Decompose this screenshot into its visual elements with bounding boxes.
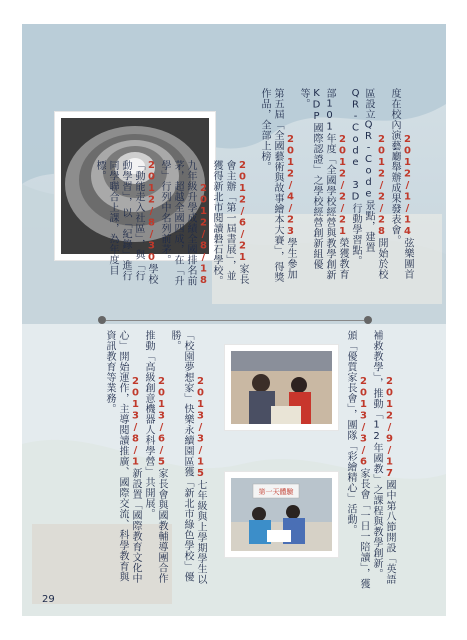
entry-4: 2012/4/23學生參加第五屆「全國藝術與故事繪本大賽」，得獎作品，全部上榜。 <box>259 88 296 283</box>
entry-text: 學校「動能走入社區」，與「行動學習」，以「紀錄」進行同學聯合上課，為年度目標。 <box>94 160 157 285</box>
entry-text: 九年級升學成績全國排名前茅，超越全國四成，在「升學」行列中名列前茅。 <box>159 160 196 286</box>
entry-b4: 2013/6/5家長會與國教輔導團合作推動「高級創意機器人科學營」共開展。 <box>143 330 167 584</box>
entry-5: 2012/6/21家長會主辦「第一屆書展」，並獲得新北市閱讀磐石學校。 <box>211 160 248 286</box>
section-divider-dot <box>98 316 106 324</box>
entry-b5: 2013/8/1新設置「國際教育文化中心」開始運作，主導閱讀推廣、國際交流、科學教育與資訊教育等業務。 <box>104 330 141 584</box>
booth-illustration <box>231 478 332 551</box>
entry-date: 2012/8/18 <box>198 183 209 287</box>
students-at-booth-photo <box>225 472 338 557</box>
entry-3: 2012/2/21榮獲教育部101年度「全國學校經營與教學創新KDP國際認證」之學校經營創新組優等。 <box>298 88 348 280</box>
bottom-section-text-right <box>341 330 409 590</box>
classroom-illustration <box>231 351 332 424</box>
entry-b3: 2013/3/15七年級與上學期學生以「校園夢想家」快樂永續園區獲「新北市綠色學校」優勝。 <box>169 330 206 585</box>
entry-b1: 2012/9/17國中第八節開設「英語補救教學」，推動「12年國教」之課程與教學創新。 <box>371 330 395 585</box>
entry-2: 2012/2/28開始於校區設立QR-Code景點，建置QR-Code 3D行動學習點。 <box>350 88 387 280</box>
page-number: 29 <box>42 594 55 605</box>
entry-1: 2012/1/14弦樂團首度在校內演藝廳舉辦成果發表會。 <box>389 88 413 280</box>
entry-date: 2012/8/30 <box>146 160 157 264</box>
section-divider-line <box>106 320 364 321</box>
top-section-text-left <box>94 160 275 290</box>
bottom-section-text-left <box>92 330 220 592</box>
booth-sign-text: 第一天體驗 <box>258 488 294 496</box>
entry-b2: 2013/3/6家長會「一日一陪讀」，獲頒「優質家長會」，團隊「彩繪精心」活動。 <box>345 330 369 589</box>
teacher-and-students-photo <box>225 345 338 430</box>
section-divider-dot-right <box>364 316 372 324</box>
